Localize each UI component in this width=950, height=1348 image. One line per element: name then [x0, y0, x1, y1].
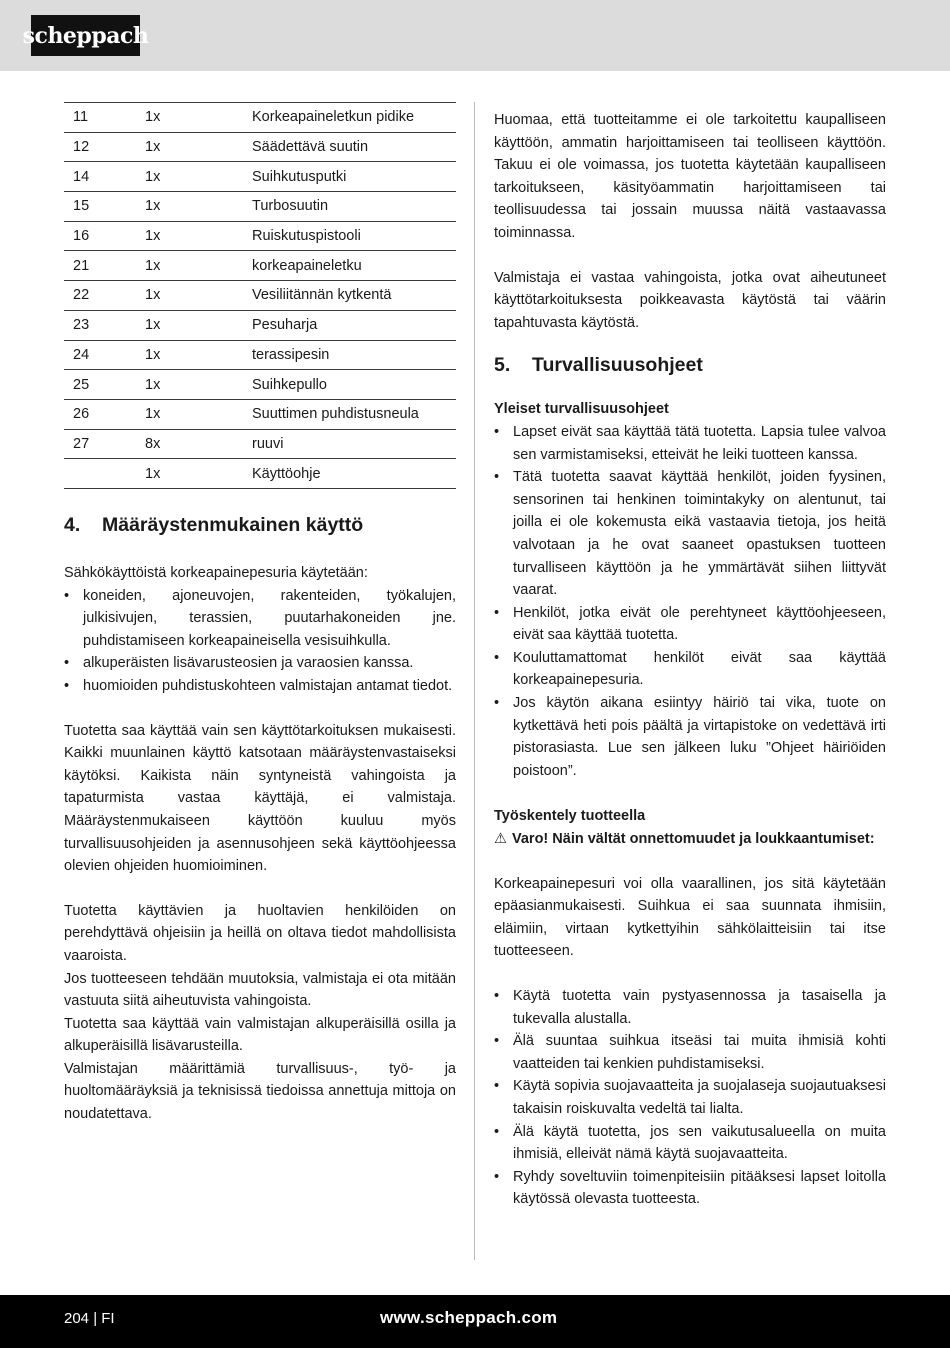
list-item: • koneiden, ajoneuvojen, rakenteiden, työkalujen, julkisivujen, terassien, puutarhakoneiden jne. puhdistamiseen korkeapaineisella vesisuihkulla.	[64, 585, 456, 653]
table-row	[64, 162, 456, 192]
table-row	[64, 281, 456, 311]
table-row	[64, 103, 456, 133]
table-row	[64, 251, 456, 281]
paragraph: Tuotetta käyttävien ja huoltavien henkilöiden on perehdyttävä ohjeisiin ja heillä on oltava tiedot mahdollisista vaaroista.	[64, 902, 456, 964]
part-number: 25	[64, 370, 145, 400]
part-name: Ruiskutuspistooli	[252, 221, 456, 251]
part-number: 14	[64, 162, 145, 192]
part-quantity: 1x	[145, 132, 252, 162]
paragraph: Tuotetta saa käyttää vain sen käyttötarkoituksen mukaisesti. Kaikki muunlainen käyttö katsotaan määräystenvastaiseksi käytöksi. Kaikista näin syntyneistä vahingoista ja tapaturmista vastaa käyttäjä, ei valmistaja. Määräystenmukaiseen käyttöön kuuluu myös turvallisuusohjeiden ja asennusohjeen sekä käyttöohjeessa olevien ohjeiden huomioiminen.	[64, 722, 456, 875]
part-quantity: 1x	[145, 281, 252, 311]
table-row	[64, 221, 456, 251]
part-name: Suuttimen puhdistusneula	[252, 399, 456, 429]
subheading: Yleiset turvallisuusohjeet	[494, 401, 669, 418]
list-item: • Lapset eivät saa käyttää tätä tuotetta. Lapsia tulee valvoa sen varmistamiseksi, etteivät he leiki tuotteen kanssa.	[494, 421, 886, 466]
part-name: terassipesin	[252, 340, 456, 370]
list-item: • alkuperäisten lisävarusteosien ja varaosien kanssa.	[64, 652, 456, 675]
right-column	[494, 109, 886, 1211]
table-row	[64, 340, 456, 370]
list-item: • Kouluttamattomat henkilöt eivät saa käyttää korkeapainepesuria.	[494, 647, 886, 692]
section-4-heading	[64, 514, 456, 537]
table-row	[64, 132, 456, 162]
warning-text: Varo! Näin vältät onnettomuudet ja loukkaantumiset:	[512, 831, 875, 848]
part-quantity: 1x	[145, 162, 252, 192]
section-5-heading	[494, 354, 886, 377]
section-number: 4.	[64, 514, 81, 536]
part-number: 21	[64, 251, 145, 281]
list-item: • Älä suuntaa suihkua itseäsi tai muita ihmisiä kohti vaatteiden tai kenkien puhdistamiseksi.	[494, 1030, 886, 1075]
list-item: • Tätä tuotetta saavat käyttää henkilöt, joiden fyysinen, sensorinen tai henkinen toimintakyky on alentunut, tai joilla ei ole kokemusta eikä vastaavia tietoja, jos heitä valvotaan ja he ovat saaneet opastuksen tuotteen turvalliseen käyttöön ja he ymmärtävät siihen liittyvät vaarat.	[494, 466, 886, 602]
section-4	[64, 514, 456, 1126]
table-row	[64, 192, 456, 222]
part-name: Käyttöohje	[252, 459, 456, 489]
part-number	[64, 459, 145, 489]
intended-use-list	[64, 585, 456, 698]
part-number: 24	[64, 340, 145, 370]
page-number: 204 | FI	[64, 1310, 115, 1327]
column-divider	[474, 102, 475, 1260]
paragraph: Valmistaja ei vastaa vahingoista, jotka ovat aiheutuneet käyttötarkoituksesta poikkeavasta käytöstä tai väärin tapahtuvasta käytöstä.	[494, 269, 886, 331]
part-number: 27	[64, 429, 145, 459]
website-link[interactable]: www.scheppach.com	[380, 1308, 558, 1327]
part-name: Säädettävä suutin	[252, 132, 456, 162]
list-item: • Älä käytä tuotetta, jos sen vaikutusalueella on muita ihmisiä, elleivät nämä käytä suojavaatteita.	[494, 1121, 886, 1166]
part-quantity: 1x	[145, 251, 252, 281]
part-number: 26	[64, 399, 145, 429]
part-number: 22	[64, 281, 145, 311]
table-row	[64, 310, 456, 340]
paragraph: Tuotetta saa käyttää vain valmistajan alkuperäisillä osilla ja alkuperäisillä lisävarusteilla.	[64, 1015, 456, 1055]
part-quantity: 1x	[145, 370, 252, 400]
list-item: • huomioiden puhdistuskohteen valmistajan antamat tiedot.	[64, 675, 456, 698]
intro-paragraph: Sähkökäyttöistä korkeapainepesuria käytetään:	[64, 565, 368, 581]
list-item: • Käytä sopivia suojavaatteita ja suojalaseja suojautuaksesi takaisin roiskuvalta vedeltä tai lialta.	[494, 1075, 886, 1120]
part-number: 16	[64, 221, 145, 251]
parts-list-table	[64, 102, 456, 489]
scheppach-logo: scheppach	[31, 15, 140, 56]
table-row	[64, 399, 456, 429]
part-name: korkeapaineletku	[252, 251, 456, 281]
paragraph: Valmistajan määrittämiä turvallisuus-, työ- ja huoltomääräyksiä ja teknisissä tiedoissa annettuja mittoja on noudatettava.	[64, 1060, 456, 1123]
part-quantity: 1x	[145, 310, 252, 340]
part-quantity: 1x	[145, 221, 252, 251]
part-quantity: 8x	[145, 429, 252, 459]
table-row	[64, 370, 456, 400]
footer-bar	[0, 1295, 950, 1348]
general-safety-list	[494, 421, 886, 783]
part-name: Vesiliitännän kytkentä	[252, 281, 456, 311]
part-name: Turbosuutin	[252, 192, 456, 222]
table-row	[64, 459, 456, 489]
header-band	[0, 0, 950, 71]
part-name: Korkeapaineletkun pidike	[252, 103, 456, 133]
part-quantity: 1x	[145, 103, 252, 133]
paragraph: Huomaa, että tuotteitamme ei ole tarkoitettu kaupalliseen käyttöön, ammatin harjoittamiseen tai teolliseen käyttöön. Takuu ei ole voimassa, jos tuotetta käytetään kaupalliseen tarkoitukseen, käsityöammatin harjoittamiseen tai teollisuudessa tai jossain muussa näitä vastaavassa toiminnassa.	[494, 112, 886, 241]
list-item: • Käytä tuotetta vain pystyasennossa ja tasaisella ja tukevalla alustalla.	[494, 985, 886, 1030]
work-safety-list	[494, 985, 886, 1211]
part-name: Suihkutusputki	[252, 162, 456, 192]
warning-triangle-icon: ⚠	[494, 831, 507, 848]
list-item: • Ryhdy soveltuviin toimenpiteisiin pitääksesi lapset loitolla käytössä olevasta tuotteesta.	[494, 1166, 886, 1211]
table-row	[64, 429, 456, 459]
part-quantity: 1x	[145, 192, 252, 222]
section-title: Turvallisuusohjeet	[532, 354, 703, 377]
part-number: 11	[64, 103, 145, 133]
part-number: 15	[64, 192, 145, 222]
warning-notice	[494, 828, 886, 851]
list-item: • Henkilöt, jotka eivät ole perehtyneet käyttöohjeeseen, eivät saa käyttää tuotetta.	[494, 602, 886, 647]
section-title: Määräystenmukainen käyttö	[102, 514, 364, 536]
part-name: Pesuharja	[252, 310, 456, 340]
section-number: 5.	[494, 354, 511, 377]
subheading: Työskentely tuotteella	[494, 808, 646, 825]
part-quantity: 1x	[145, 340, 252, 370]
part-quantity: 1x	[145, 399, 252, 429]
list-item: • Jos käytön aikana esiintyy häiriö tai vika, tuote on kytkettävä heti pois päältä ja virtapistoke on vedettävä irti pistorasiasta. Lue sen jälkeen luku ”Ohjeet häiriöiden poistoon”.	[494, 692, 886, 782]
paragraph: Jos tuotteeseen tehdään muutoksia, valmistaja ei ota mitään vastuuta siitä aiheutuvista vahingoista.	[64, 970, 456, 1010]
part-name: ruuvi	[252, 429, 456, 459]
paragraph: Korkeapainepesuri voi olla vaarallinen, jos sitä käytetään epäasianmukaisesti. Suihkua ei saa suunnata ihmisiin, eläimiin, virtaan kytkettyihin sähkölaitteisiin tai itse tuotteeseen.	[494, 875, 886, 960]
part-quantity: 1x	[145, 459, 252, 489]
part-name: Suihkepullo	[252, 370, 456, 400]
part-number: 12	[64, 132, 145, 162]
part-number: 23	[64, 310, 145, 340]
